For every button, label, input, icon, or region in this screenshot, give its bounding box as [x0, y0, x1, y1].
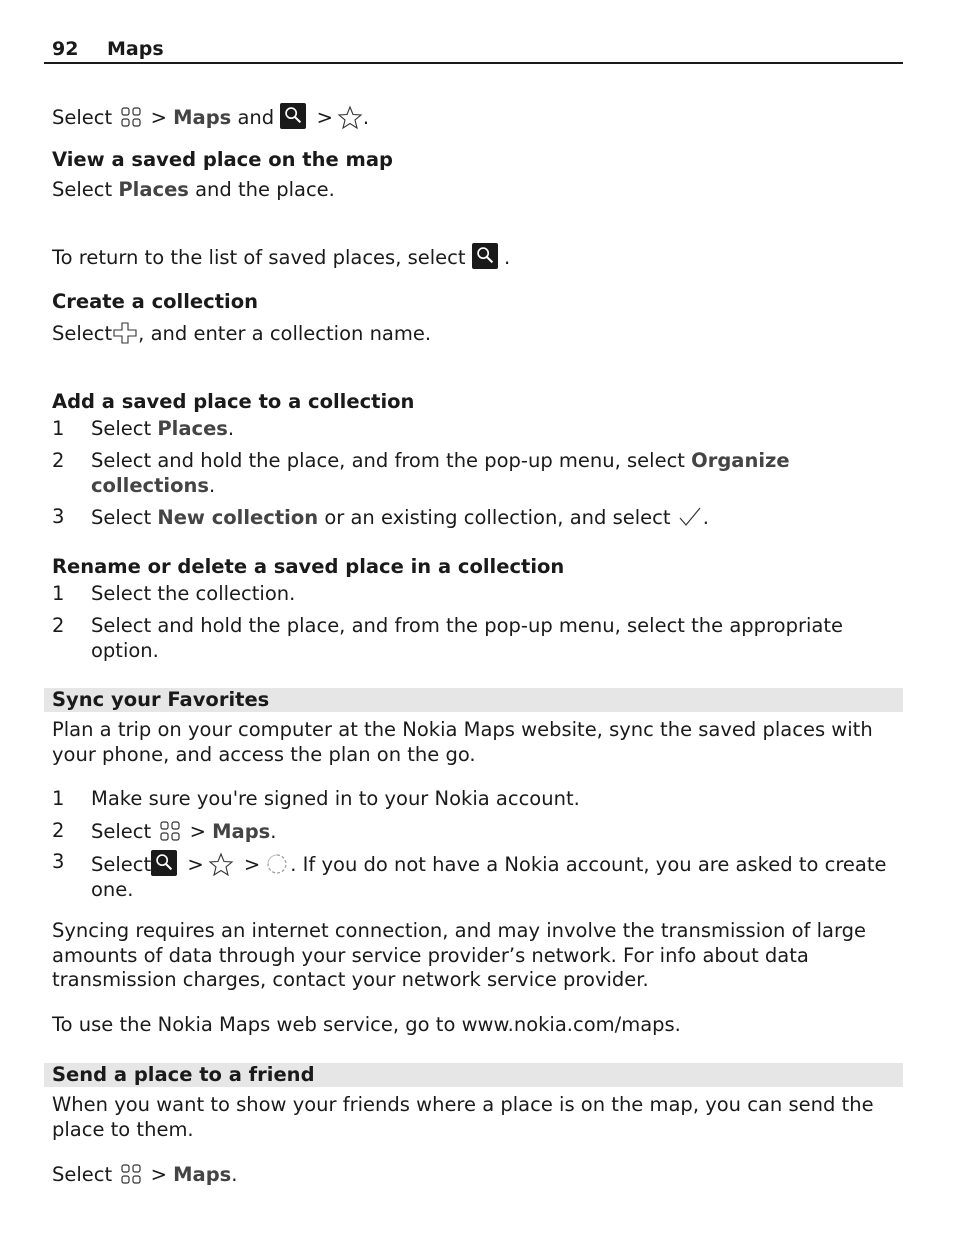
step-number: 2 [52, 614, 65, 637]
sync-step-1: Make sure you're signed in to your Nokia account. [91, 787, 580, 810]
sync-step-3 [91, 850, 901, 902]
apps-grid-icon [118, 1162, 144, 1186]
send-line [52, 1162, 237, 1187]
sync-icon [264, 852, 290, 876]
rename-step-2: Select and hold the place, and from the pop-up menu, select the appropriate option. [91, 614, 843, 662]
checkmark-icon [677, 505, 703, 529]
text-gt: > [189, 820, 206, 843]
text: . [503, 246, 511, 269]
page-header [44, 38, 903, 64]
section-band-send [44, 1063, 903, 1087]
heading-send: Send a place to a friend [52, 1063, 315, 1086]
maps-label: Maps [212, 820, 271, 843]
sync-note-2: To use the Nokia Maps web service, go to www.nokia.com/maps. [52, 1013, 681, 1036]
step-number: 1 [52, 787, 65, 810]
text: , and enter a collection name. [138, 322, 432, 345]
star-icon [337, 105, 363, 129]
text-gt: > [243, 853, 261, 876]
text: Select [52, 1163, 113, 1186]
intro-line [52, 103, 369, 130]
section-title: Maps [107, 38, 164, 60]
text: Select [91, 820, 152, 843]
rename-step-1: Select the collection. [91, 582, 296, 605]
apps-grid-icon [118, 105, 144, 129]
text-gt: > [150, 106, 167, 129]
add-step-1 [91, 417, 901, 442]
plus-icon [112, 321, 138, 345]
text: . [270, 820, 277, 843]
text: and the place. [195, 178, 335, 201]
heading-view-saved: View a saved place on the map [52, 148, 393, 171]
step-number: 2 [52, 449, 65, 472]
places-label: Places [157, 417, 228, 440]
star-icon [208, 852, 234, 876]
text: . [209, 473, 216, 497]
step-number: 1 [52, 417, 65, 440]
step-number: 3 [52, 505, 65, 528]
search-icon [151, 850, 177, 876]
text-and: and [237, 106, 275, 129]
step-number: 3 [52, 850, 65, 873]
text: Select and hold the place, and from the pop-up menu, select [91, 449, 685, 472]
page-number: 92 [52, 38, 79, 60]
organize-collections-label: Organize collections [91, 449, 790, 497]
text: Select [91, 853, 152, 876]
sync-step-2 [91, 819, 901, 845]
view-saved-line2 [52, 243, 510, 270]
step-number: 2 [52, 819, 65, 842]
view-saved-line1 [52, 178, 335, 202]
section-band-sync [44, 688, 903, 712]
new-collection-label: New collection [157, 506, 319, 529]
text: Select [91, 506, 152, 529]
text: Select [91, 417, 152, 440]
text-period: . [362, 106, 370, 129]
text: . [227, 417, 235, 440]
add-step-2 [91, 449, 851, 498]
text: . [231, 1163, 238, 1186]
search-icon [280, 103, 306, 129]
send-intro: When you want to show your friends where a place is on the map, you can send the place to them. [52, 1093, 874, 1141]
text: . If you do not have a Nokia account, you are asked to create one. [91, 853, 887, 901]
step-number: 1 [52, 582, 65, 605]
sync-note-1: Syncing requires an internet connection, and may involve the transmission of large amounts of data through your service provider’s network. For info about data transmission charges, contact your network service provider. [52, 919, 867, 991]
create-collection-line [52, 321, 431, 346]
text: or an existing collection, and select [324, 506, 671, 529]
text: Select [52, 178, 113, 201]
text: To return to the list of saved places, select [52, 246, 466, 269]
text: Select [52, 322, 113, 345]
search-icon [472, 243, 498, 269]
heading-add-to-collection: Add a saved place to a collection [52, 390, 415, 413]
text-select: Select [52, 106, 113, 129]
text-gt: > [150, 1163, 167, 1186]
maps-label: Maps [173, 106, 232, 129]
maps-label: Maps [173, 1163, 232, 1186]
text: . [702, 506, 709, 529]
heading-create-collection: Create a collection [52, 290, 258, 313]
sync-intro: Plan a trip on your computer at the Nokia Maps website, sync the saved places with your phone, and access the plan on the go. [52, 718, 873, 766]
text-gt: > [187, 853, 204, 876]
apps-grid-icon [157, 819, 183, 843]
text-gt: > [316, 106, 333, 129]
add-step-3 [91, 505, 901, 531]
heading-rename-delete: Rename or delete a saved place in a collection [52, 555, 565, 578]
heading-sync: Sync your Favorites [52, 688, 270, 711]
places-label: Places [118, 178, 189, 201]
